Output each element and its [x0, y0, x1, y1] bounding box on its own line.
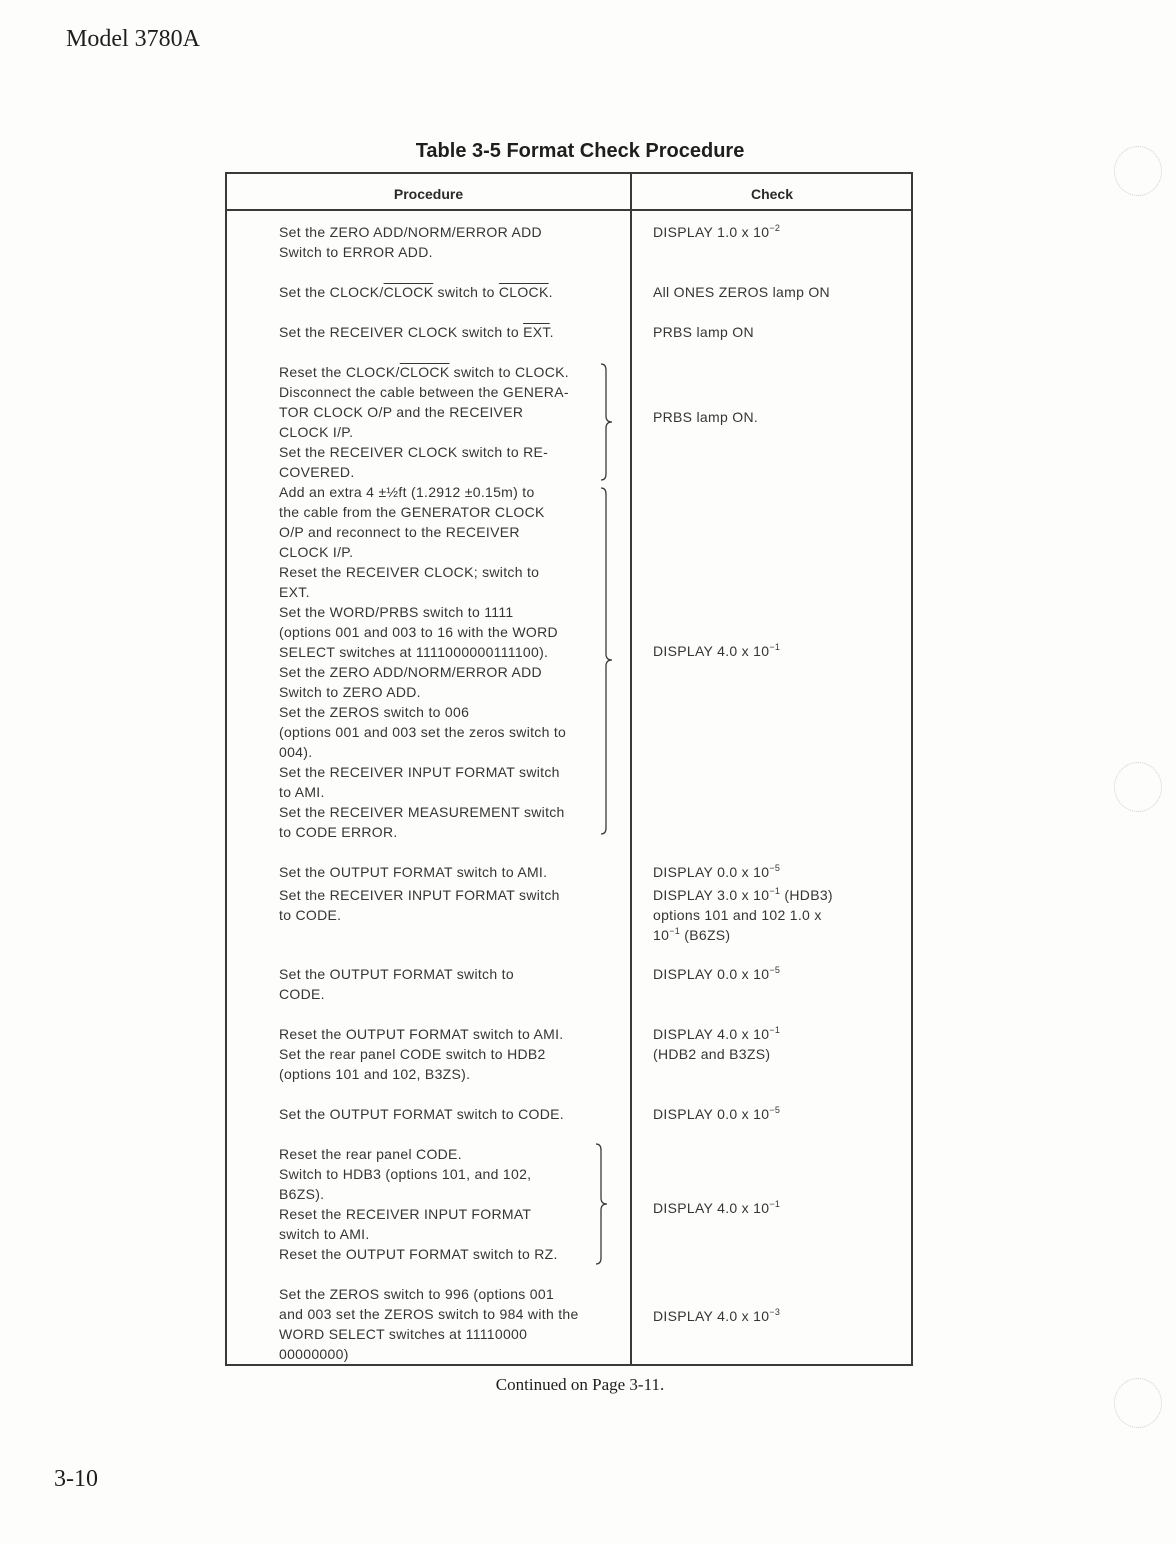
procedure-step: Set the ZERO ADD/NORM/ERROR ADD Switch to ERROR ADD. — [279, 224, 542, 260]
table-title: Table 3-5 Format Check Procedure — [415, 140, 745, 162]
column-divider — [630, 174, 632, 1364]
procedure-step: Reset the OUTPUT FORMAT switch to AMI. Set the rear panel CODE switch to HDB2 (options 101 and 102, B3ZS). — [279, 1026, 564, 1082]
right-brace-icon — [600, 362, 614, 482]
check-result: DISPLAY 4.0 x $10^{-1}$ (HDB2 and B3ZS) — [653, 1025, 781, 1062]
check-result: DISPLAY 4.0 x $10^{-1}$ — [653, 642, 781, 659]
procedure-step: Set the OUTPUT FORMAT switch to CODE. — [279, 966, 514, 1002]
procedure-step: Set the ZEROS switch to 996 (options 001 and 003 set the ZEROS switch to 984 with the WORD SELECT switches at 11110000 00000000) — [279, 1286, 579, 1362]
procedure-step: Set the OUTPUT FORMAT switch to CODE. — [279, 1106, 564, 1122]
check-result: DISPLAY 1.0 x $10^{-2}$ — [653, 223, 781, 240]
right-brace-icon — [595, 1142, 609, 1266]
procedure-step: Set the OUTPUT FORMAT switch to AMI. Set the RECEIVER INPUT FORMAT switch to CODE. — [279, 864, 560, 923]
procedure-step: Reset the rear panel CODE. Switch to HDB3 (options 101, and 102, B6ZS). Reset the RECEIVER INPUT FORMAT switch to AMI. Reset the OUTPUT FORMAT switch to RZ. — [279, 1146, 558, 1262]
check-result: PRBS lamp ON. — [653, 409, 759, 425]
procedure-step: Reset the CLOCK/CLOCK switch to CLOCK. Disconnect the cable between the GENERA- TOR CLOCK O/P and the RECEIVER CLOCK I/P. Set the RECEIVER CLOCK switch to RE- COVERED. — [279, 364, 569, 480]
document-header: Model 3780A — [66, 26, 200, 52]
check-result: DISPLAY 0.0 x $10^{-5}$ DISPLAY 3.0 x $10^{-1}$ (HDB3) options 101 and 102 1.0 x $10^{-1}$ (B6ZS) — [653, 863, 833, 943]
page-number: 3-10 — [54, 1466, 98, 1492]
check-result: DISPLAY 4.0 x $10^{-3}$ — [653, 1307, 781, 1324]
continued-note: Continued on Page 3-11. — [495, 1375, 665, 1394]
binder-hole — [1114, 1378, 1162, 1428]
binder-hole — [1114, 146, 1162, 196]
binder-hole — [1114, 762, 1162, 812]
format-check-table — [225, 172, 913, 1366]
check-result: DISPLAY 0.0 x $10^{-5}$ — [653, 965, 781, 982]
check-result: PRBS lamp ON — [653, 324, 754, 340]
check-result: All ONES ZEROS lamp ON — [653, 284, 830, 300]
procedure-step: Set the RECEIVER CLOCK switch to $\overline{EXT}$. — [279, 324, 554, 340]
procedure-column-header: Procedure — [393, 186, 464, 202]
check-result: DISPLAY 4.0 x $10^{-1}$ — [653, 1199, 781, 1216]
procedure-step: Add an extra 4 ±½ft (1.2912 ±0.15m) to the cable from the GENERATOR CLOCK O/P and reconnect to the RECEIVER CLOCK I/P. Reset the RECEIVER CLOCK; switch to EXT. Set the WORD/PRBS switch to 1111 (options 001 and 003 to 16 with the WORD SELECT switches at 1111000000111100). Set the ZERO ADD/NORM/ERROR ADD Switch to ZERO ADD. Set the ZEROS switch to 006 (options 001 and 003 set the zeros switch to 004). Set the RECEIVER INPUT FORMAT switch to AMI. Set the RECEIVER MEASUREMENT switch to CODE ERROR. — [279, 484, 567, 840]
right-brace-icon — [600, 486, 614, 836]
header-divider — [227, 209, 911, 211]
procedure-step: Set the CLOCK/CLOCK switch to CLOCK. — [279, 284, 553, 300]
check-result: DISPLAY 0.0 x $10^{-5}$ — [653, 1105, 781, 1122]
check-column-header: Check — [750, 186, 794, 202]
